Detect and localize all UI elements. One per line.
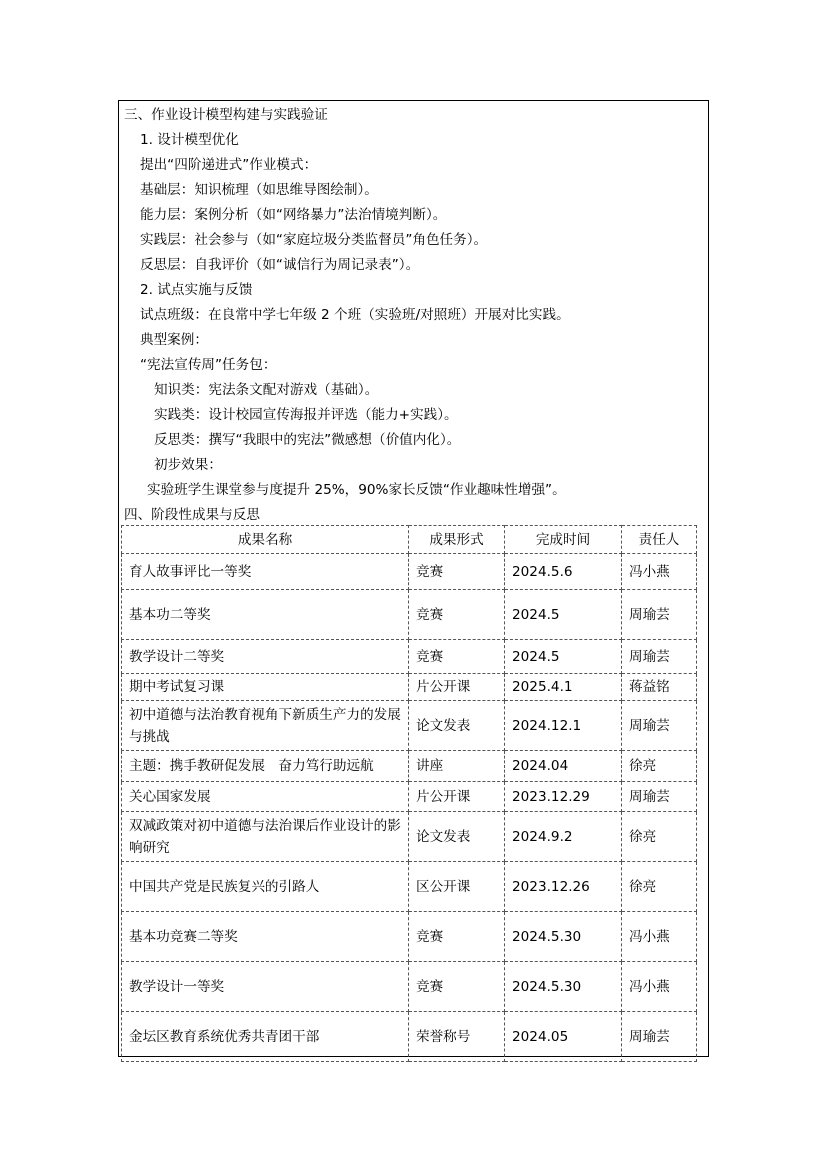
table-row <box>122 1012 697 1062</box>
header-form: 成果形式 <box>409 526 505 554</box>
cell-owner: 冯小燕 <box>622 962 697 1012</box>
cell-time: 2024.05 <box>505 1012 622 1062</box>
effect-result: 实验班学生课堂参与度提升 25%，90%家长反馈“作业趣味性增强”。 <box>147 482 566 498</box>
effect-label: 初步效果： <box>154 457 222 473</box>
table-row <box>122 812 697 862</box>
table-row <box>122 962 697 1012</box>
cell-time: 2024.12.1 <box>505 701 622 751</box>
layer-basic: 基础层：知识梳理（如思维导图绘制）。 <box>140 182 378 198</box>
cell-name: 关心国家发展 <box>122 782 409 812</box>
cell-time: 2024.5 <box>505 640 622 674</box>
cell-time: 2024.9.2 <box>505 812 622 862</box>
cell-form: 竞赛 <box>409 962 505 1012</box>
cell-time: 2024.5.6 <box>505 554 622 590</box>
layer-reflection: 反思层：自我评价（如“诚信行为周记录表”）。 <box>140 257 420 273</box>
cell-owner: 周瑜芸 <box>622 640 697 674</box>
cell-name: 主题：携手教研促发展 奋力笃行助远航 <box>122 751 409 782</box>
subsection-design-model: 1. 设计模型优化 <box>140 132 239 148</box>
cell-owner: 周瑜芸 <box>622 782 697 812</box>
cell-time: 2023.12.26 <box>505 862 622 912</box>
cell-form: 竞赛 <box>409 554 505 590</box>
cell-name: 初中道德与法治教育视角下新质生产力的发展与挑战 <box>122 701 409 751</box>
cell-form: 论文发表 <box>409 812 505 862</box>
layer-practice: 实践层：社会参与（如“家庭垃圾分类监督员”角色任务）。 <box>140 232 488 248</box>
cell-owner: 徐亮 <box>622 862 697 912</box>
cell-owner: 蒋益铭 <box>622 674 697 701</box>
cell-name: 教学设计二等奖 <box>122 640 409 674</box>
cell-owner: 徐亮 <box>622 751 697 782</box>
table-row <box>122 674 697 701</box>
cell-name: 双减政策对初中道德与法治课后作业设计的影响研究 <box>122 812 409 862</box>
table-row <box>122 912 697 962</box>
table-row <box>122 751 697 782</box>
cell-form: 片公开课 <box>409 674 505 701</box>
cell-owner: 周瑜芸 <box>622 590 697 640</box>
table-header-row <box>122 526 697 554</box>
table-row <box>122 590 697 640</box>
cell-name: 教学设计一等奖 <box>122 962 409 1012</box>
cell-time: 2023.12.29 <box>505 782 622 812</box>
cell-name: 基本功竞赛二等奖 <box>122 912 409 962</box>
section4-heading: 四、阶段性成果与反思 <box>124 507 260 523</box>
section3-heading: 三、作业设计模型构建与实践验证 <box>124 107 328 123</box>
cell-form: 竞赛 <box>409 640 505 674</box>
header-time: 完成时间 <box>505 526 622 554</box>
cell-owner: 冯小燕 <box>622 554 697 590</box>
table-row <box>122 782 697 812</box>
cell-time: 2024.5 <box>505 590 622 640</box>
cell-time: 2025.4.1 <box>505 674 622 701</box>
cell-form: 荣誉称号 <box>409 1012 505 1062</box>
pilot-classes: 试点班级：在良常中学七年级 2 个班（实验班/对照班）开展对比实践。 <box>140 307 570 323</box>
results-table <box>121 525 697 1062</box>
cell-time: 2024.5.30 <box>505 912 622 962</box>
cell-form: 讲座 <box>409 751 505 782</box>
task-practice: 实践类：设计校园宣传海报并评选（能力+实践）。 <box>154 407 458 423</box>
header-owner: 责任人 <box>622 526 697 554</box>
cell-owner: 周瑜芸 <box>622 1012 697 1062</box>
cell-name: 育人故事评比一等奖 <box>122 554 409 590</box>
table-row <box>122 862 697 912</box>
cell-form: 区公开课 <box>409 862 505 912</box>
case-label: 典型案例： <box>140 332 208 348</box>
header-name: 成果名称 <box>122 526 409 554</box>
table-row <box>122 640 697 674</box>
table-row <box>122 554 697 590</box>
table-row <box>122 701 697 751</box>
model-intro: 提出“四阶递进式”作业模式： <box>140 157 318 173</box>
cell-time: 2024.04 <box>505 751 622 782</box>
task-package: “宪法宣传周”任务包： <box>140 357 277 373</box>
cell-form: 论文发表 <box>409 701 505 751</box>
layer-ability: 能力层：案例分析（如“网络暴力”法治情境判断）。 <box>140 207 447 223</box>
cell-owner: 冯小燕 <box>622 912 697 962</box>
cell-owner: 周瑜芸 <box>622 701 697 751</box>
subsection-pilot: 2. 试点实施与反馈 <box>140 282 253 298</box>
cell-form: 片公开课 <box>409 782 505 812</box>
task-knowledge: 知识类：宪法条文配对游戏（基础）。 <box>154 382 379 398</box>
cell-name: 中国共产党是民族复兴的引路人 <box>122 862 409 912</box>
cell-owner: 徐亮 <box>622 812 697 862</box>
cell-time: 2024.5.30 <box>505 962 622 1012</box>
cell-form: 竞赛 <box>409 590 505 640</box>
cell-name: 金坛区教育系统优秀共青团干部 <box>122 1012 409 1062</box>
cell-name: 期中考试复习课 <box>122 674 409 701</box>
cell-name: 基本功二等奖 <box>122 590 409 640</box>
cell-form: 竞赛 <box>409 912 505 962</box>
task-reflection: 反思类：撰写“我眼中的宪法”微感想（价值内化）。 <box>154 432 461 448</box>
